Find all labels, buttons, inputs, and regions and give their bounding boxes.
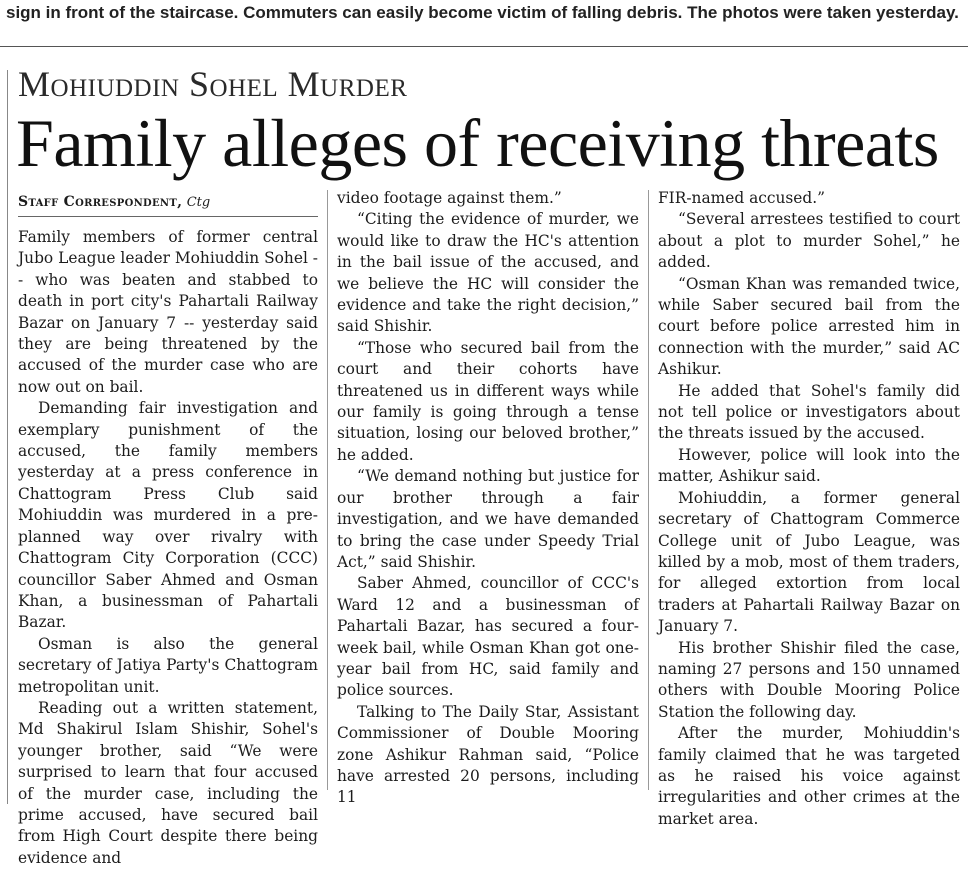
paragraph: Demanding fair investigation and exemplary punishment of the accused, the family members yesterday at a press conference in Chattogram Press Club said Mohiuddin was murdered in a pre-planned way over rivalry with Chattogram City Corporation (CCC) councillor Saber Ahmed and Osman Khan, a businessman of Pahartali Bazar.: [18, 399, 318, 632]
paragraph: However, police will look into the matter, Ashikur said.: [658, 445, 960, 486]
paragraph: FIR-named accused.”: [658, 189, 826, 207]
article-column-1: [18, 188, 318, 869]
paragraph: Talking to The Daily Star, Assistant Commissioner of Double Mooring zone Ashikur Rahman said, “Police have arrested 20 persons, including 11: [337, 702, 639, 807]
byline-author: Staff Correspondent,: [18, 194, 183, 210]
paragraph: Reading out a written statement, Md Shakirul Islam Shishir, Sohel's younger brother, said “We were surprised to learn that four accused of the murder case, including the prime accused, have secured bail from High Court despite there being evidence and: [18, 698, 318, 867]
paragraph: After the murder, Mohiuddin's family claimed that he was targeted as he raised his voice against irregularities and other crimes at the market area.: [658, 724, 960, 828]
photo-caption-strip: [0, 0, 968, 47]
byline-location: Ctg: [186, 195, 211, 210]
byline-divider: [18, 216, 318, 217]
paragraph: Saber Ahmed, councillor of CCC's Ward 12 and a businessman of Pahartali Bazar, has secured a four-week bail, while Osman Khan got one-year bail from HC, said family and police sources.: [337, 574, 639, 700]
column-divider: [327, 190, 328, 790]
paragraph: “Citing the evidence of murder, we would like to draw the HC's attention in the bail issue of the accused, and we believe the HC will consider the evidence and take the right decision,” said Shishir.: [337, 210, 639, 336]
paragraph: “Several arrestees testified to court about a plot to murder Sohel,” he added.: [658, 210, 960, 272]
article-column-3: [658, 188, 960, 830]
byline: [18, 192, 318, 213]
photo-caption: sign in front of the staircase. Commuters can easily become victim of falling debris. The photos were taken yesterday.: [6, 3, 959, 22]
column-divider: [648, 190, 649, 790]
paragraph: “Those who secured bail from the court and their cohorts have threatened us in different ways while our family is going through a tense situation, losing our beloved brother,” he added.: [337, 338, 639, 464]
left-margin-rule: [7, 70, 8, 804]
paragraph: Family members of former central Jubo League leader Mohiuddin Sohel -- who was beaten and stabbed to death in port city's Pahartali Railway Bazar on January 7 -- yesterday said they are being threatened by the accused of the murder case who are now out on bail.: [18, 228, 318, 396]
paragraph: Mohiuddin, a former general secretary of Chattogram Commerce College unit of Jubo League, was killed by a mob, most of them traders, for alleged extortion from local traders at Pahartali Railway Bazar on January 7.: [658, 488, 960, 636]
paragraph: “We demand nothing but justice for our brother through a fair investigation, and we have demanded to bring the case under Speedy Trial Act,” said Shishir.: [337, 467, 639, 571]
paragraph: He added that Sohel's family did not tell police or investigators about the threats issued by the accused.: [658, 381, 960, 443]
article-headline: Family alleges of receiving threats: [16, 105, 939, 181]
paragraph: video footage against them.”: [337, 189, 562, 207]
paragraph: His brother Shishir filed the case, naming 27 persons and 150 unnamed others with Double Mooring Police Station the following day.: [658, 638, 960, 721]
article-column-2: [337, 188, 639, 809]
paragraph: “Osman Khan was remanded twice, while Saber secured bail from the court before police arrested him in connection with the murder,” said AC Ashikur.: [658, 274, 960, 379]
paragraph: Osman is also the general secretary of Jatiya Party's Chattogram metropolitan unit.: [18, 634, 318, 696]
article-kicker: Mohiuddin Sohel Murder: [18, 64, 408, 104]
